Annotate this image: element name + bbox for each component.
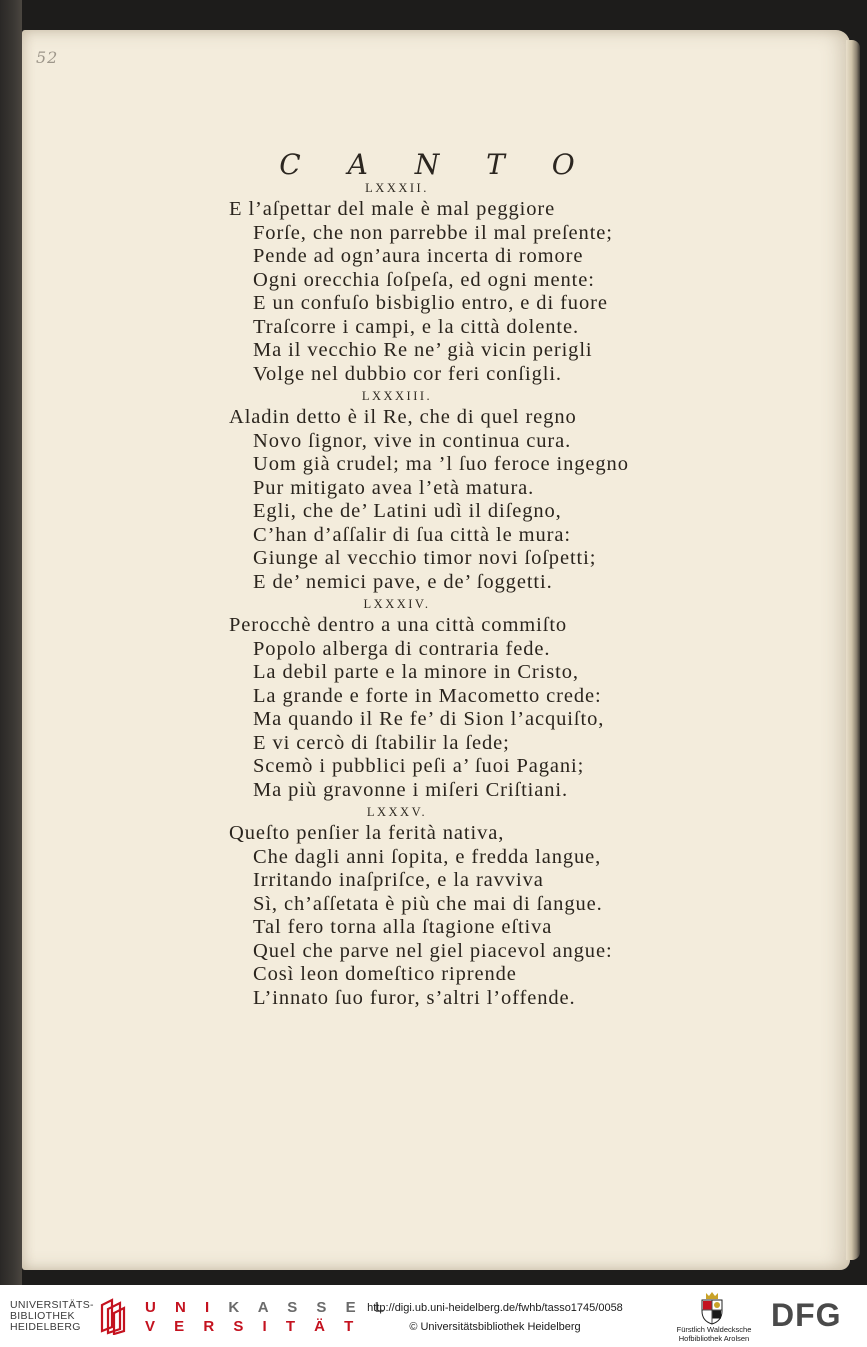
verse-line: Queſto penſier la ferità nativa, xyxy=(229,822,505,844)
arolsen-line-2: Hofbibliothek Arolsen xyxy=(678,1333,750,1343)
verse-line: Così leon domeſtico riprende xyxy=(253,963,517,985)
verse-line: Pur mitigato avea l’età matura. xyxy=(253,476,535,499)
arolsen-library-text xyxy=(664,1326,764,1343)
kassel-city-text: K A S S E L xyxy=(228,1299,392,1316)
verse-line: Perocchè dentro a una città commiſto xyxy=(229,614,568,636)
verse-line: Forſe, che non parrebbe il mal preſente; xyxy=(253,221,613,244)
heidelberg-line-3: HEIDELBERG xyxy=(10,1321,81,1333)
stanza-number: LXXXII. xyxy=(365,181,429,195)
heidelberg-library-logo-text[interactable] xyxy=(10,1300,94,1333)
verse-line: Scemò i pubblici peſi a’ ſuoi Pagani; xyxy=(253,755,585,777)
verse-line: La debil parte e la minore in Cristo, xyxy=(253,661,579,683)
heidelberg-logo-icon[interactable] xyxy=(98,1297,126,1335)
verse-line: Quel che parve nel giel piacevol angue: xyxy=(253,939,613,962)
verse-line: Egli, che de’ Latini udì il diſegno, xyxy=(253,500,562,522)
footer-bar xyxy=(0,1285,867,1347)
verse-line: C’han d’aſſalir di ſua città le mura: xyxy=(253,523,571,546)
source-info xyxy=(330,1299,660,1337)
verse-line: La grande e forte in Macometto crede: xyxy=(253,684,602,707)
waldeck-crest-icon xyxy=(698,1291,726,1325)
stanza-number: LXXXV. xyxy=(366,805,428,819)
verse-line: E un confuſo bisbiglio entro, e di fuore xyxy=(253,292,608,314)
verse-line: Novo ſignor, vive in continua cura. xyxy=(253,429,572,452)
verse-line: Ma più gravonne i miſeri Criſtiani. xyxy=(253,778,569,801)
verse-line: E de’ nemici pave, e de’ ſoggetti. xyxy=(253,570,553,593)
page-number: 52 xyxy=(36,48,59,67)
verse-line: Ma il vecchio Re ne’ già vicin perigli xyxy=(253,339,593,361)
poem-text xyxy=(229,178,749,1010)
verse-line: E vi cercò di ſtabilir la ſede; xyxy=(253,731,510,754)
verse-line: Sì, ch’aſſetata è più che mai di ſangue. xyxy=(253,892,603,915)
verse-line: Popolo alberga di contraria fede. xyxy=(253,637,551,660)
book-spine xyxy=(0,0,22,1285)
verse-line: Ogni orecchia ſoſpeſa, ed ogni mente: xyxy=(253,268,595,291)
kassel-versitaet-text: V E R S I T Ä T xyxy=(145,1318,361,1335)
verse-line: Aladin detto è il Re, che di quel regno xyxy=(229,406,577,428)
verse-line: Uom già crudel; ma ’l ſuo feroce ingegno xyxy=(253,453,629,475)
verse-line: Volge nel dubbio cor feri conſigli. xyxy=(253,362,562,385)
copyright-text: © Universitätsbibliothek Heidelberg xyxy=(409,1321,581,1333)
kassel-uni-text: U N I xyxy=(145,1299,217,1316)
permalink-url[interactable]: http://digi.ub.uni-heidelberg.de/fwhb/tasso1745/0058 xyxy=(367,1302,623,1314)
verse-line: Pende ad ogn’aura incerta di romore xyxy=(253,245,584,267)
verse-line: Che dagli anni ſopita, e fredda langue, xyxy=(253,845,602,868)
verse-line: Irritando inaſpriſce, e la ravviva xyxy=(253,869,544,891)
verse-line: Tal fero torna alla ſtagione eſtiva xyxy=(253,916,553,938)
canto-title: C A N T O xyxy=(279,148,594,181)
stanza-number: LXXXIV. xyxy=(363,597,431,611)
verse-line: Giunge al vecchio timor novi ſoſpetti; xyxy=(253,547,597,569)
verse-line: L’innato ſuo furor, s’altri l’offende. xyxy=(253,986,576,1009)
page-edge xyxy=(846,40,860,1260)
dfg-logo[interactable]: DFG xyxy=(771,1297,842,1333)
verse-line: Ma quando il Re fe’ di Sion l’acquiſto, xyxy=(253,708,605,730)
heidelberg-line-2: BIBLIOTHEK xyxy=(10,1310,75,1322)
stanza-number: LXXXIII. xyxy=(361,389,433,403)
verse-line: Traſcorre i campi, e la città dolente. xyxy=(253,315,580,338)
heidelberg-line-1: UNIVERSITÄTS- xyxy=(10,1299,94,1311)
verse-line: E l’aſpettar del male è mal peggiore xyxy=(229,198,556,220)
arolsen-line-1: Fürstlich Waldecksche xyxy=(676,1325,752,1334)
